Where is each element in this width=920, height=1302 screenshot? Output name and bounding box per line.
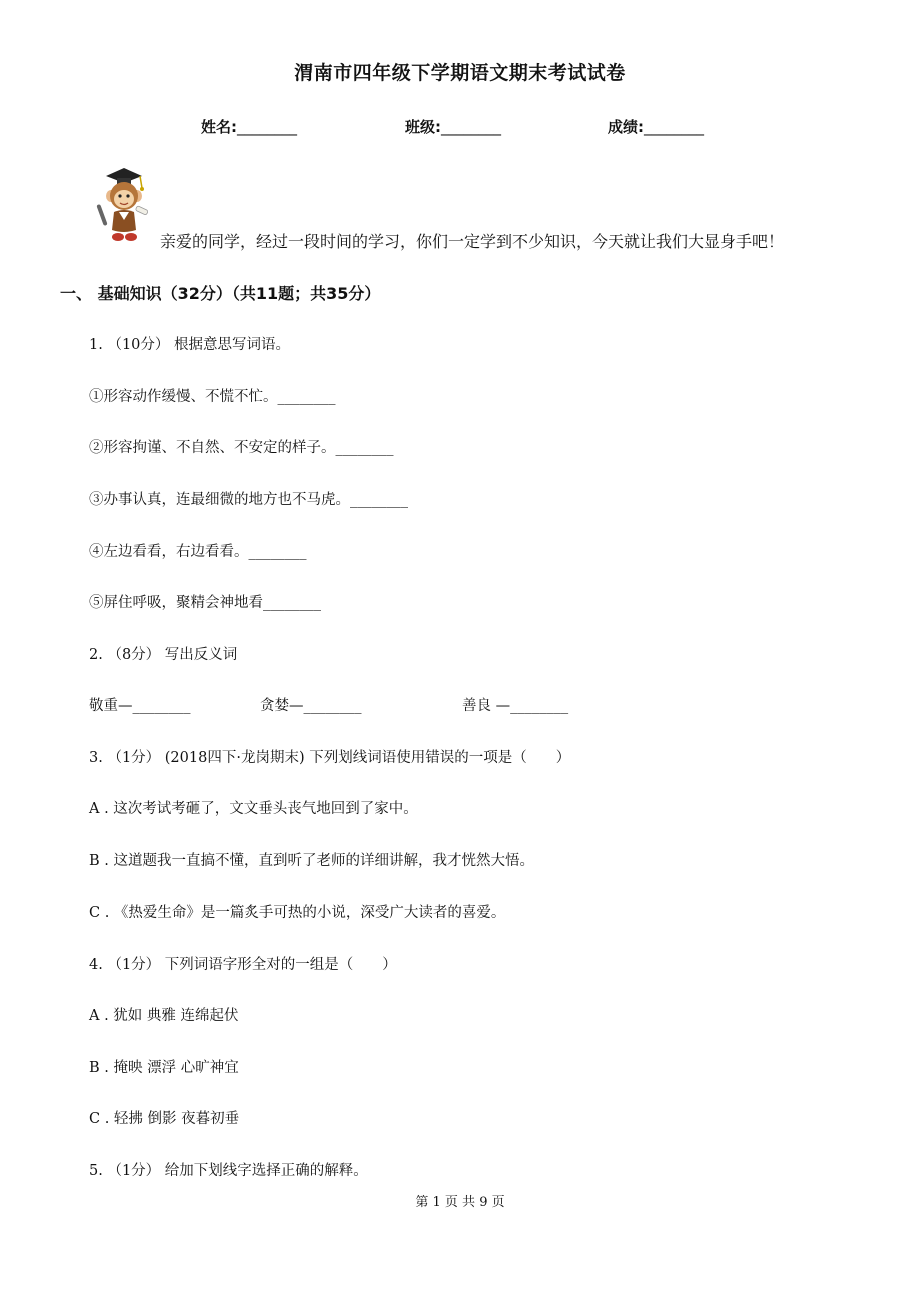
class-label: 班级:: [405, 118, 441, 136]
question-1-stem: 1. （10分） 根据意思写词语。: [89, 337, 291, 353]
question-1-item-4: ④左边看看，右边看看。________: [89, 544, 307, 560]
section-title: 一、 基础知识（32分）（共11题；共35分）: [60, 284, 381, 303]
question-1-item-1: ①形容动作缓慢、不慌不忙。________: [89, 389, 336, 405]
page-title: 渭南市四年级下学期语文期末考试试卷: [294, 62, 626, 84]
question-5-stem: 5. （1分） 给加下划线字选择正确的解释。: [89, 1163, 368, 1179]
score-field: [608, 116, 704, 137]
question-1-item-5: ⑤屏住呼吸，聚精会神地看________: [89, 595, 321, 611]
class-field: [405, 116, 501, 137]
class-blank[interactable]: ________: [441, 118, 501, 136]
question-4-option-b[interactable]: B . 掩映 漂浮 心旷神宜: [89, 1060, 239, 1076]
antonym-pair-3: 善良 —________: [462, 698, 569, 714]
question-3-option-b[interactable]: B . 这道题我一直搞不懂，直到听了老师的详细讲解，我才恍然大悟。: [89, 853, 534, 869]
score-blank[interactable]: ________: [644, 118, 704, 136]
question-1-item-3: ③办事认真，连最细微的地方也不马虎。________: [89, 492, 408, 508]
question-1-item-2: ②形容拘谨、不自然、不安定的样子。________: [89, 440, 394, 456]
greeting-text: 亲爱的同学，经过一段时间的学习，你们一定学到不少知识，今天就让我们大显身手吧！: [160, 232, 785, 251]
question-3-stem: 3. （1分） (2018四下·龙岗期末) 下列划线词语使用错误的一项是（ ）: [89, 750, 571, 766]
antonym-pair-2: 贪婪—________: [260, 698, 362, 714]
question-4-option-a[interactable]: A . 犹如 典雅 连绵起伏: [89, 1008, 239, 1024]
antonym-pair-1: 敬重—________: [89, 698, 191, 714]
question-3-option-c[interactable]: C . 《热爱生命》是一篇炙手可热的小说，深受广大读者的喜爱。: [89, 905, 506, 921]
name-label: 姓名:: [201, 118, 237, 136]
question-2-stem: 2. （8分） 写出反义词: [89, 647, 238, 663]
question-3-option-a[interactable]: A . 这次考试考砸了，文文垂头丧气地回到了家中。: [89, 801, 418, 817]
question-4-option-c[interactable]: C . 轻拂 倒影 夜暮初垂: [89, 1111, 240, 1127]
graduate-mascot-icon: [86, 164, 154, 246]
score-label: 成绩:: [608, 118, 644, 136]
name-blank[interactable]: ________: [237, 118, 297, 136]
name-field: [201, 116, 297, 137]
page-footer: 第 1 页 共 9 页: [415, 1195, 505, 1210]
student-info-row: [0, 116, 920, 140]
question-4-stem: 4. （1分） 下列词语字形全对的一组是（ ）: [89, 957, 397, 973]
